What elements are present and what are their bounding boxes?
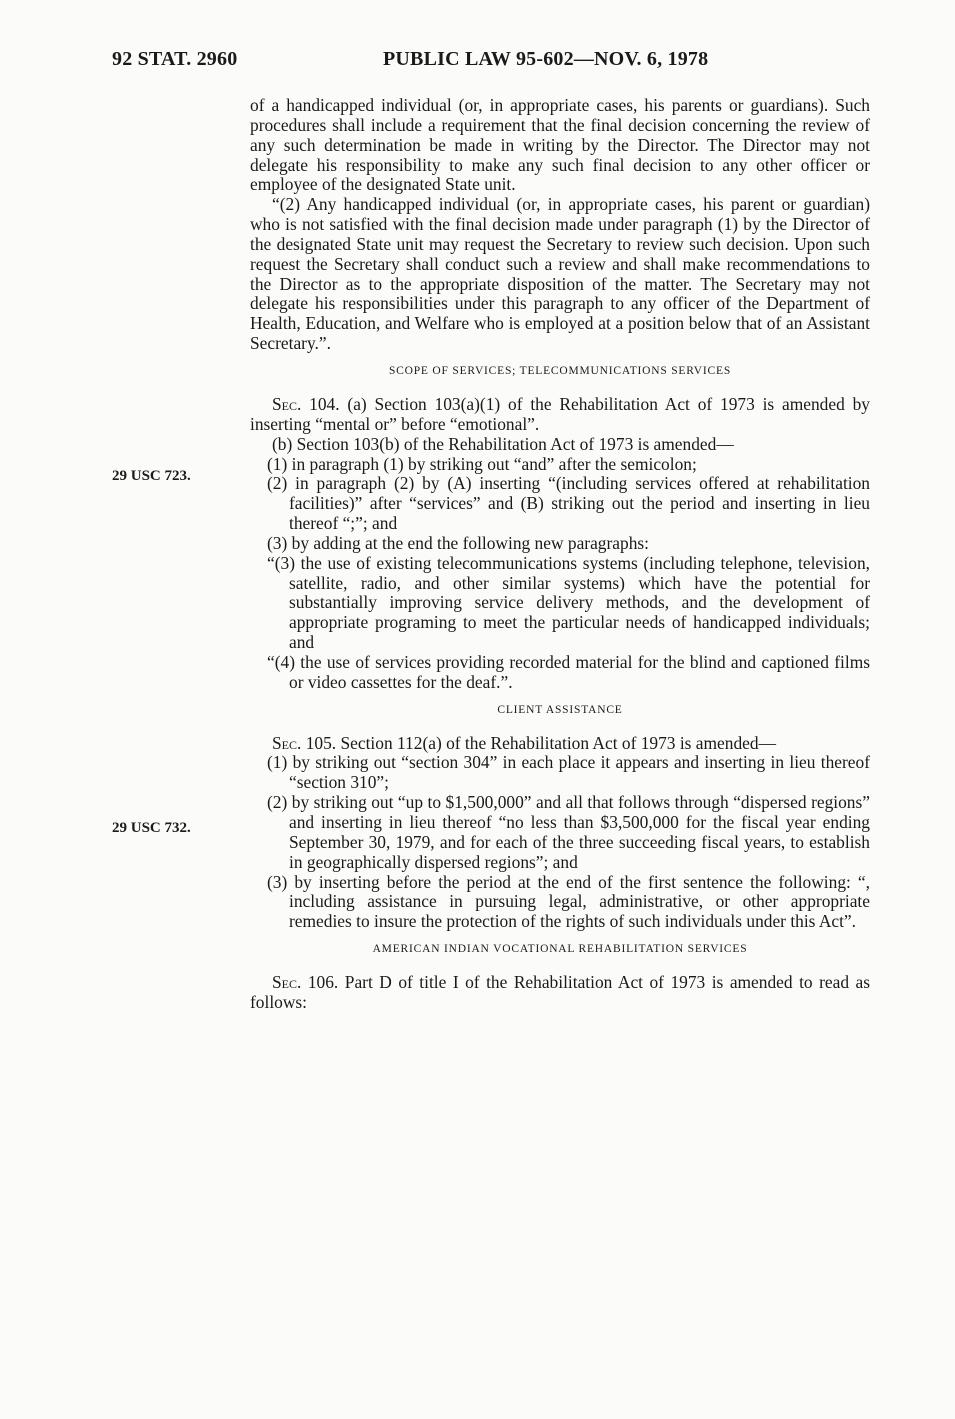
- section-105-1: (1) by striking out “section 304” in each place it appears and inserting in lieu thereof “section 310”;: [267, 752, 870, 793]
- section-104-a: [250, 395, 870, 435]
- section-104-quoted-3: “(3) the use of existing telecommunications systems (including telephone, television, satellite, radio, and other similar systems) which have the potential for substantially improving service delivery methods, and the development of appropriate programing to meet the particular needs of handicapped individuals; and: [267, 552, 870, 653]
- section-105-3: (3) by inserting before the period at the end of the first sentence the following: “, including assistance in pursuing legal, administrative, or other appropriate remedies to insure the protection of the rights of such individuals under this Act”.: [267, 871, 870, 932]
- statute-page-number: 92 STAT. 2960: [112, 48, 238, 70]
- section-104-label: Sec. 104.: [272, 393, 340, 414]
- section-heading-american-indian: AMERICAN INDIAN VOCATIONAL REHABILITATION SERVICES: [372, 943, 748, 956]
- margin-citation-723: 29 USC 723.: [112, 468, 191, 484]
- section-106: [250, 973, 870, 1013]
- section-106-label: Sec. 106.: [272, 972, 339, 993]
- section-105: [250, 734, 870, 754]
- body-text: [250, 96, 870, 1013]
- paragraph-continued: of a handicapped individual (or, in appropriate cases, his parents or guardians). Such procedures shall include a requirement that the final decision concerning the review of any such determination be made in writing by the Director. The Director may not delegate his responsibility to make any such final decision to any other officer or employee of the designated State unit.: [250, 95, 870, 195]
- section-heading-client-assistance: CLIENT ASSISTANCE: [497, 703, 623, 716]
- section-104-b: (b) Section 103(b) of the Rehabilitation Act of 1973 is amended—: [272, 433, 734, 454]
- section-104-b-3: (3) by adding at the end the following new paragraphs:: [267, 532, 649, 553]
- paragraph-2: “(2) Any handicapped individual (or, in appropriate cases, his parent or guardian) who is not satisfied with the final decision made under paragraph (1) by the Director of the designated State unit may request the Secretary to review such decision. Upon such request the Secretary shall conduct such a review and shall make recommendations to the Director as to the appropriate disposition of the matter. The Secretary may not delegate his responsibilities under this paragraph to any officer of the Department of Health, Education, and Welfare who is employed at a position below that of an Assistant Secretary.”.: [250, 194, 870, 354]
- running-header: PUBLIC LAW 95-602—NOV. 6, 1978: [383, 48, 709, 70]
- section-105-text: Section 112(a) of the Rehabilitation Act of 1973 is amended—: [336, 732, 776, 753]
- section-104-a-text: (a) Section 103(a)(1) of the Rehabilitation Act of 1973 is amended by inserting “mental or” before “emotional”.: [250, 393, 870, 434]
- section-105-2: (2) by striking out “up to $1,500,000” and all that follows through “dispersed regions” and inserting in lieu thereof “no less than $3,500,000 for the fiscal year ending September 30, 1979, and for each of the three succeeding fiscal years, to establish in geographically dispersed regions”; and: [267, 792, 870, 872]
- section-106-text: Part D of title I of the Rehabilitation Act of 1973 is amended to read as follows:: [250, 972, 870, 1012]
- section-heading-scope: SCOPE OF SERVICES; TELECOMMUNICATIONS SERVICES: [388, 364, 732, 377]
- margin-citation-732: 29 USC 732.: [112, 820, 191, 836]
- section-104-b-2: (2) in paragraph (2) by (A) inserting “(including services offered at rehabilitation facilities)” after “services” and (B) striking out the period and inserting in lieu thereof “;”; and: [267, 473, 870, 534]
- section-104-quoted-4: “(4) the use of services providing recorded material for the blind and captioned films or video cassettes for the deaf.”.: [267, 651, 870, 692]
- section-105-label: Sec. 105.: [272, 732, 337, 753]
- section-104-b-1: (1) in paragraph (1) by striking out “and” after the semicolon;: [267, 453, 697, 474]
